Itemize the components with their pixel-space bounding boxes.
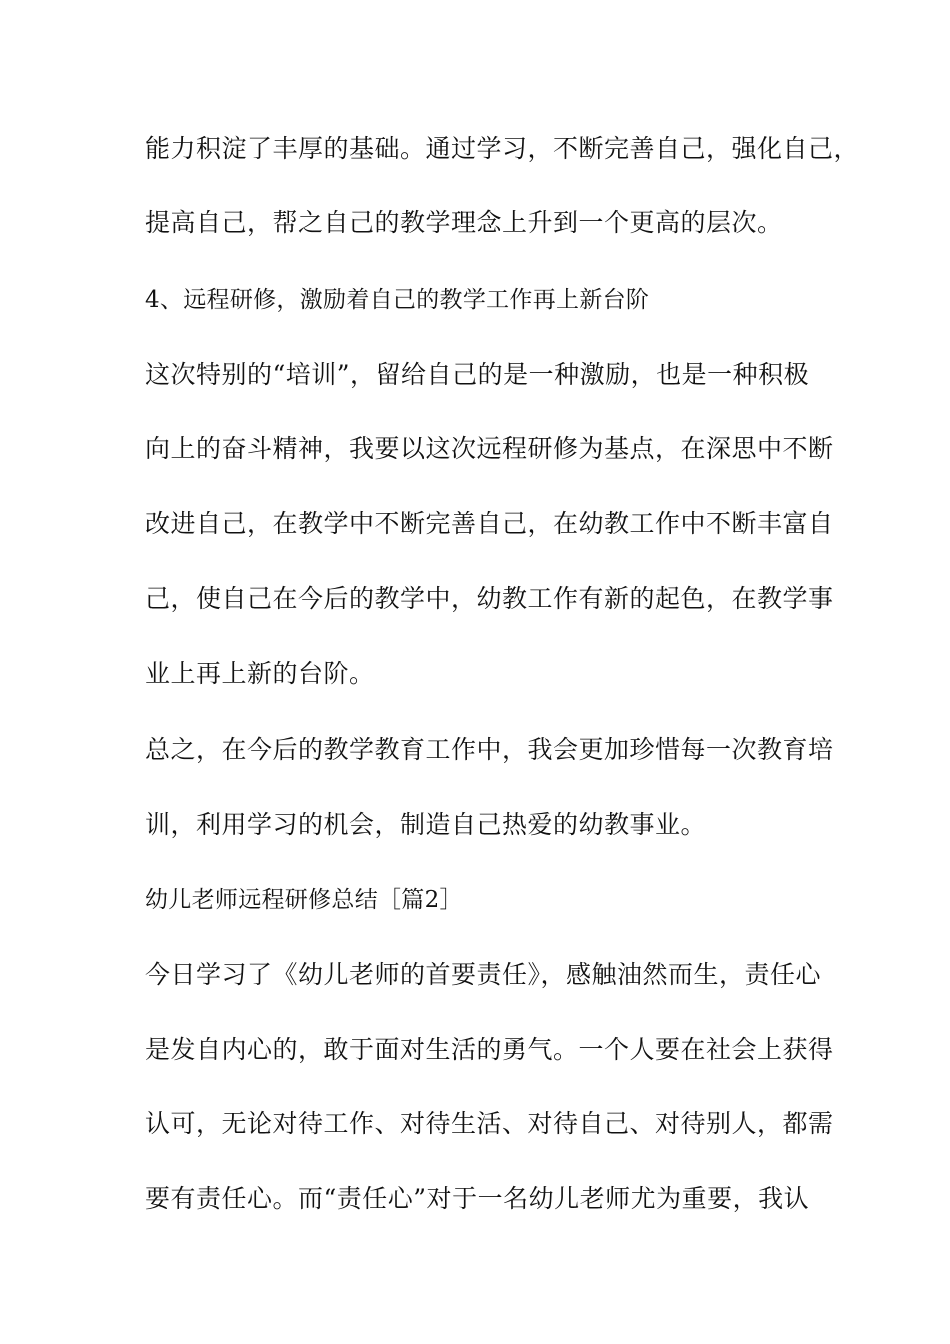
paragraph-line: 今日学习了《幼儿老师的首要责任》，感触油然而生，责任心 [145, 960, 822, 989]
paragraph-line: 训，利用学习的机会，制造自己热爱的幼教事业。 [145, 810, 707, 839]
paragraph-line: 总之，在今后的教学教育工作中，我会更加珍惜每一次教育培 [145, 735, 834, 764]
paragraph-line: 要有责任心。而“责任心”对于一名幼儿老师尤为重要，我认 [145, 1184, 810, 1213]
paragraph-line: 业上再上新的台阶。 [145, 659, 375, 688]
paragraph-line: 己，使自己在今后的教学中，幼教工作有新的起色，在教学事 [145, 584, 834, 613]
section-heading: 4、远程研修，激励着自己的教学工作再上新台阶 [145, 287, 650, 313]
paragraph-line: 这次特别的“培训”，留给自己的是一种激励，也是一种积极 [145, 360, 810, 389]
paragraph-line: 改进自己，在教学中不断完善自己，在幼教工作中不断丰富自 [145, 509, 834, 538]
article-title: 幼儿老师远程研修总结［篇2］ [145, 887, 463, 913]
paragraph-line: 向上的奋斗精神，我要以这次远程研修为基点，在深思中不断 [145, 434, 834, 463]
paragraph-line: 提高自己，帮之自己的教学理念上升到一个更高的层次。 [145, 208, 783, 237]
paragraph-line: 认可，无论对待工作、对待生活、对待自己、对待别人，都需 [145, 1109, 834, 1138]
paragraph-line: 是发自内心的，敢于面对生活的勇气。一个人要在社会上获得 [145, 1035, 834, 1064]
paragraph-line: 能力积淀了丰厚的基础。通过学习，不断完善自己，强化自己， [145, 134, 860, 163]
